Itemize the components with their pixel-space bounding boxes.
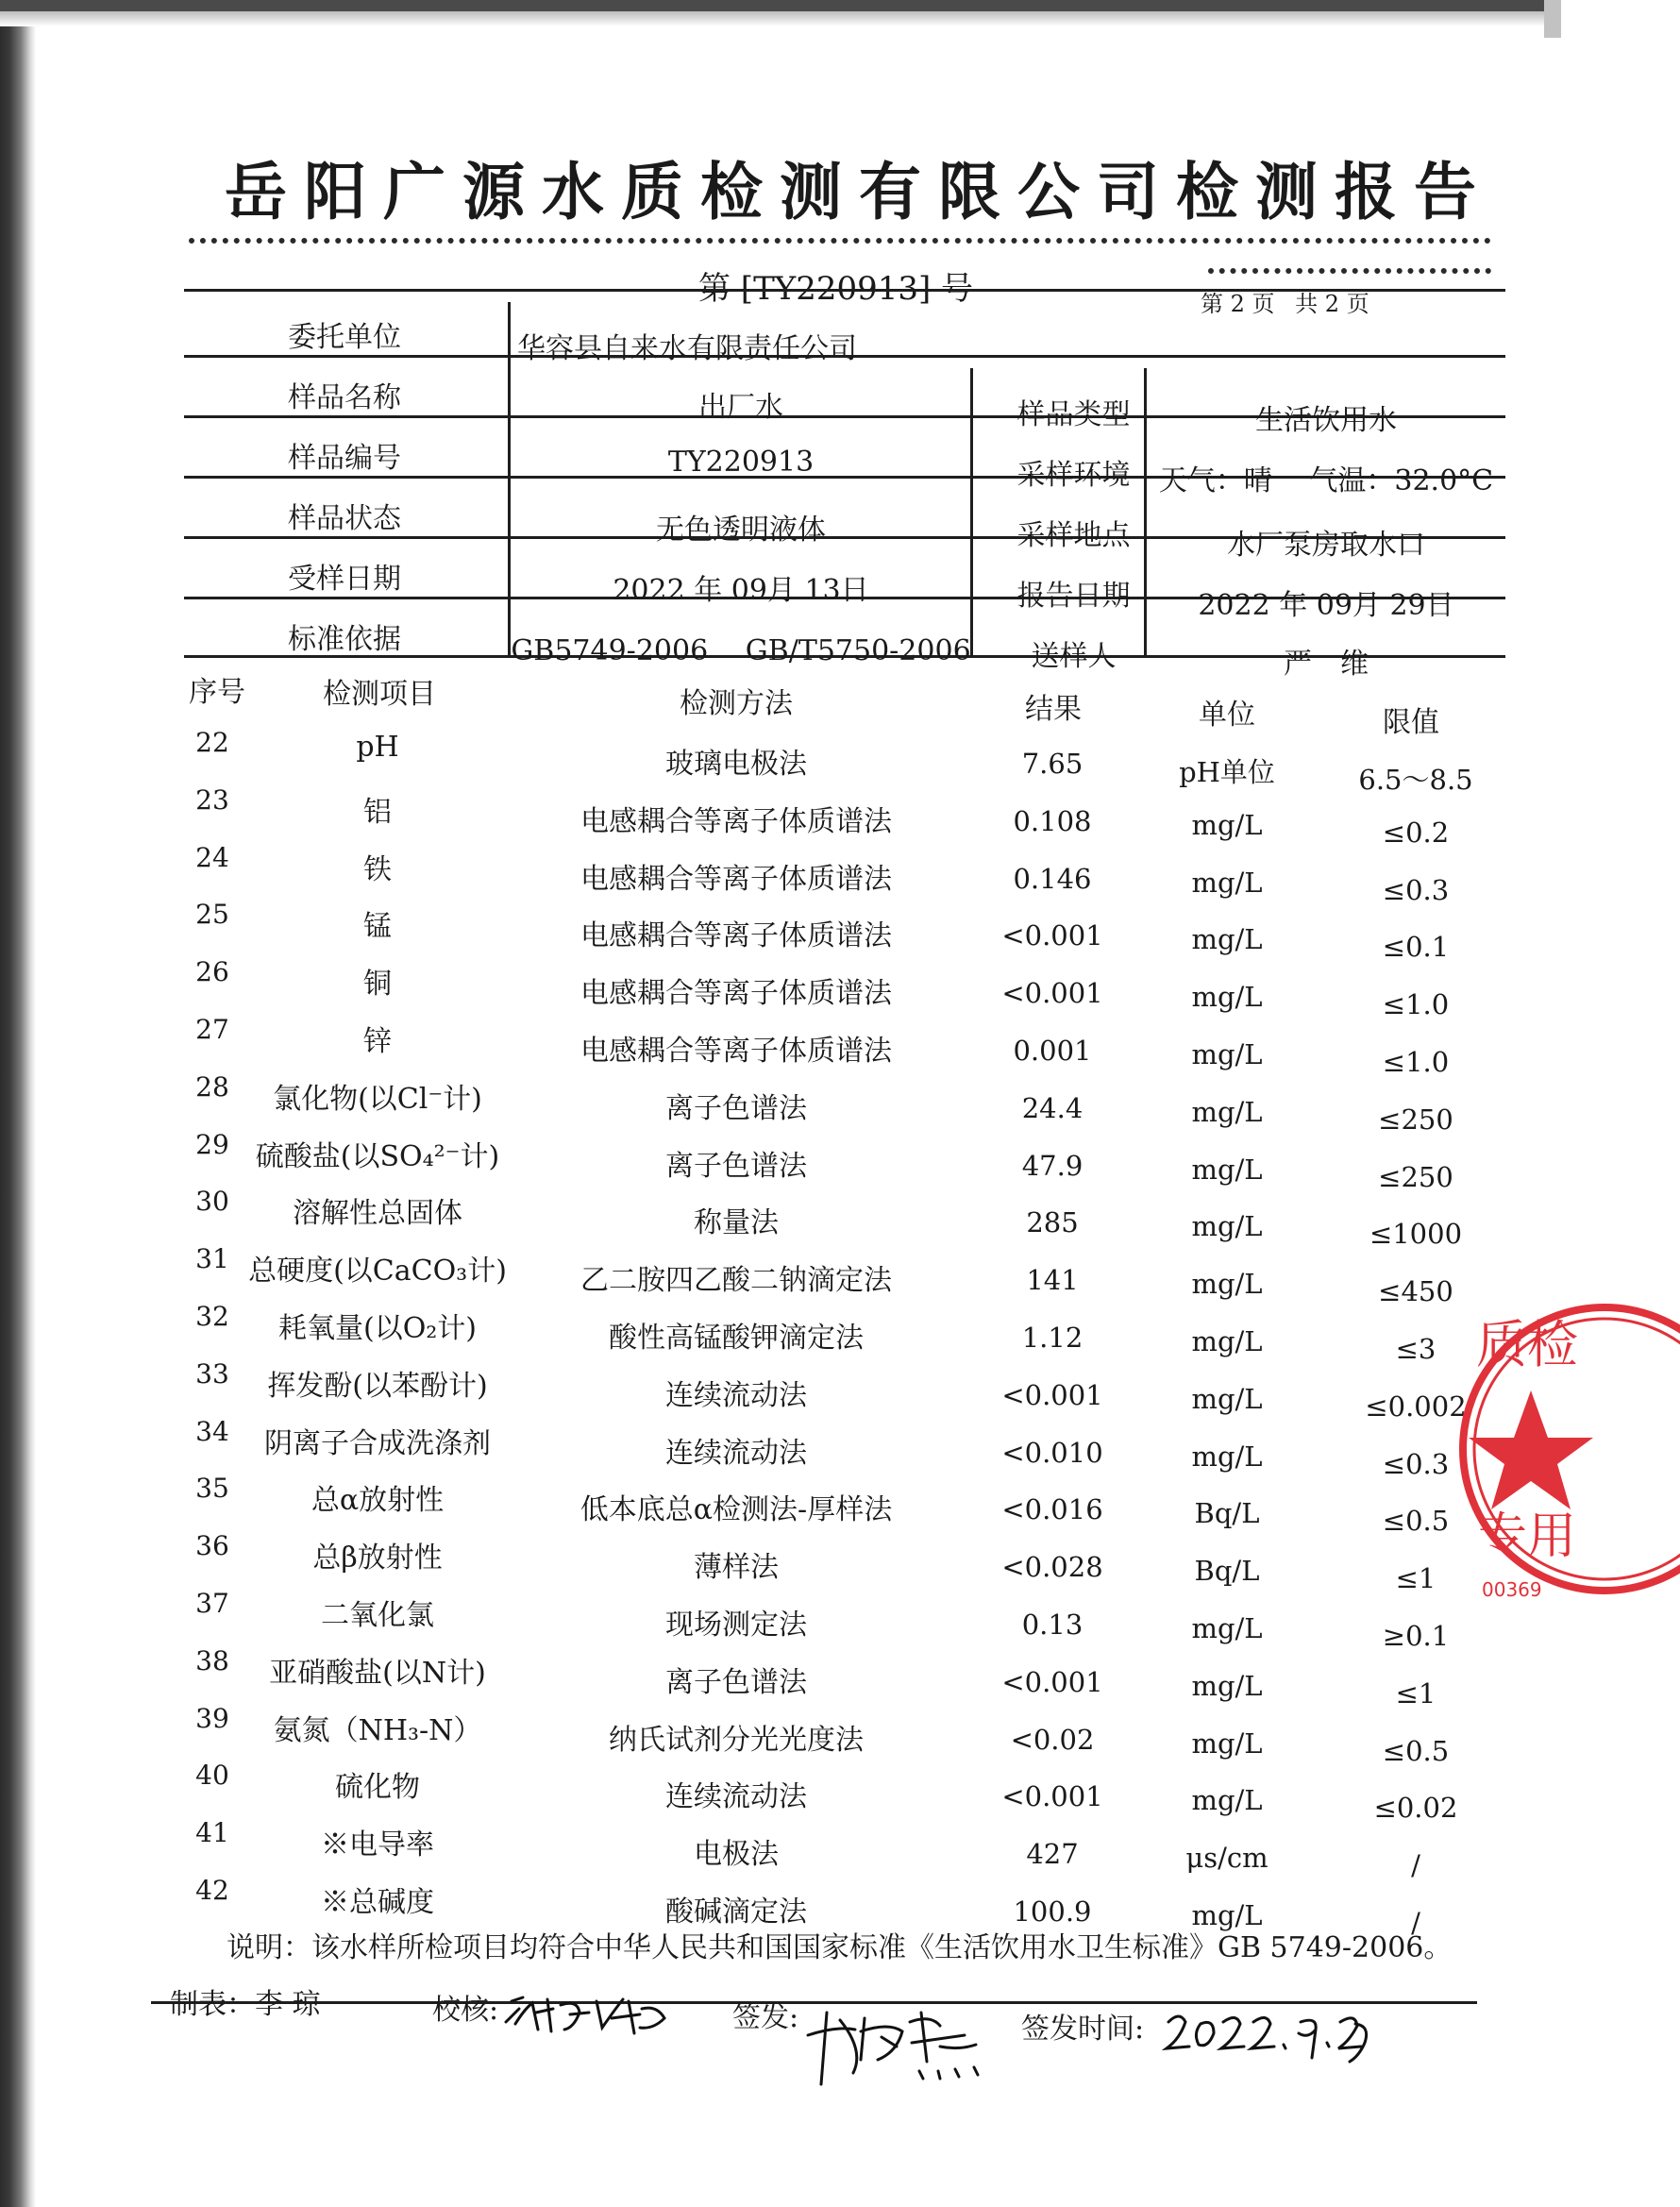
row-number: 42 (195, 1875, 229, 1906)
test-limit: ≤0.002 (1365, 1390, 1467, 1423)
test-result: 0.13 (1021, 1609, 1084, 1641)
test-method: 现场测定法 (665, 1609, 807, 1642)
page-current: 第 2 页 (1201, 291, 1275, 317)
test-item: 锰 (363, 910, 392, 944)
test-item: 溶解性总固体 (293, 1197, 462, 1231)
test-item: 挥发酚(以苯酚计) (267, 1369, 488, 1403)
stamp-text-top: 质检 (1476, 1315, 1578, 1374)
test-unit: mg/L (1191, 1669, 1263, 1702)
table-row (0, 1301, 1561, 1365)
test-unit: mg/L (1191, 808, 1263, 841)
test-result: <0.028 (1001, 1551, 1103, 1584)
test-item: 氯化物(以Cl⁻计) (273, 1082, 482, 1116)
test-unit: pH单位 (1179, 756, 1275, 788)
table-row (0, 1473, 1561, 1538)
issue-time-label: 签发时间: (1021, 2013, 1145, 2046)
test-limit: ≤0.2 (1382, 816, 1450, 849)
test-result: 0.108 (1013, 804, 1092, 837)
test-method: 纳氏试剂分光光度法 (609, 1723, 864, 1757)
test-result: 1.12 (1021, 1322, 1084, 1354)
test-limit: ≤1.0 (1382, 988, 1450, 1021)
sample-state-value: 无色透明液体 (656, 514, 826, 547)
client-value: 华容县自来水有限责任公司 (517, 332, 857, 365)
test-limit: ≥0.1 (1382, 1620, 1450, 1652)
row-number: 32 (195, 1301, 229, 1332)
test-limit: / (1411, 1907, 1420, 1939)
report-title: 岳阳广源水质检测有限公司检测报告 (225, 155, 1493, 228)
row-number: 37 (195, 1588, 229, 1619)
test-item: 二氧化氯 (321, 1599, 434, 1632)
test-item: 铁 (363, 852, 392, 886)
test-unit: mg/L (1191, 1382, 1263, 1415)
test-method: 电感耦合等离子体质谱法 (580, 1035, 892, 1068)
row-number: 27 (195, 1014, 229, 1045)
test-limit: ≤0.1 (1382, 931, 1450, 964)
test-result: 427 (1026, 1838, 1079, 1871)
test-unit: mg/L (1191, 1153, 1263, 1186)
header-result: 结果 (1025, 693, 1082, 726)
test-limit: 6.5～8.5 (1358, 764, 1473, 796)
test-method: 电感耦合等离子体质谱法 (580, 919, 892, 953)
test-unit: mg/L (1191, 1784, 1263, 1817)
receive-date-value: 2022 年 09月 13日 (613, 574, 869, 607)
test-result: <0.016 (1001, 1493, 1103, 1526)
test-result: <0.02 (1010, 1723, 1095, 1756)
test-method: 连续流动法 (665, 1780, 807, 1814)
test-unit: mg/L (1191, 1899, 1263, 1931)
row-number: 39 (195, 1702, 229, 1734)
row-number: 41 (195, 1817, 229, 1849)
test-unit: mg/L (1191, 1210, 1263, 1243)
test-item: 总α放射性 (311, 1484, 445, 1518)
test-unit: mg/L (1191, 1325, 1263, 1357)
table-row (0, 956, 1561, 1021)
row-number: 26 (195, 956, 229, 988)
test-limit: ≤250 (1378, 1103, 1453, 1136)
test-result: 7.65 (1021, 748, 1084, 780)
test-method: 称量法 (694, 1206, 779, 1240)
receive-date-label: 受样日期 (288, 563, 401, 596)
test-unit: Bq/L (1194, 1555, 1260, 1588)
conclusion-note: 说明：该水样所检项目均符合中华人民共和国国家标准《生活饮用水卫生标准》GB 5749-2006。 (227, 1931, 1453, 1964)
page-total: 共 2 页 (1295, 291, 1369, 317)
test-method: 电感耦合等离子体质谱法 (580, 977, 892, 1011)
row-number: 34 (195, 1415, 229, 1447)
test-item: 亚硝酸盐(以N计) (269, 1656, 486, 1690)
table-row (0, 899, 1561, 964)
report-date-label: 报告日期 (1016, 580, 1131, 613)
test-item: 锌 (363, 1025, 392, 1058)
scan-border-right (1544, 0, 1561, 38)
test-limit: ≤0.3 (1382, 1447, 1450, 1480)
test-result: <0.001 (1001, 1780, 1103, 1813)
test-unit: mg/L (1191, 1440, 1263, 1473)
test-method: 连续流动法 (665, 1378, 807, 1412)
table-row (0, 1702, 1561, 1767)
test-item: 氨氮（NH₃-N） (273, 1713, 482, 1747)
test-unit: Bq/L (1194, 1497, 1260, 1530)
row-number: 31 (195, 1243, 229, 1275)
test-result: 47.9 (1021, 1149, 1084, 1182)
sampling-env-label: 采样环境 (1016, 459, 1131, 492)
title-dotted-rule (189, 238, 1491, 244)
test-limit: ≤1 (1395, 1676, 1436, 1710)
sample-state-label: 样品状态 (288, 502, 401, 535)
row-number: 28 (195, 1070, 229, 1103)
test-limit: ≤0.02 (1373, 1792, 1458, 1825)
test-item: ※电导率 (321, 1828, 434, 1862)
test-result: 0.146 (1013, 862, 1092, 895)
test-method: 离子色谱法 (665, 1665, 807, 1699)
row-number: 30 (195, 1186, 229, 1218)
stamp-text-mid: 专用 (1478, 1508, 1577, 1565)
test-item: 铜 (363, 968, 392, 1002)
standard-value: GB5749-2006 GB/T5750-2006 (511, 634, 971, 667)
sample-type-label: 样品类型 (1016, 398, 1131, 431)
test-item: 阴离子合成洗涤剂 (264, 1426, 491, 1460)
table-row (0, 1415, 1561, 1480)
table-row (0, 1817, 1561, 1882)
prepared-by: 制表：李 琼 (170, 1988, 321, 2021)
row-number: 35 (195, 1473, 229, 1505)
sample-no-label: 样品编号 (288, 442, 401, 475)
stamp-serial: 00369 (1482, 1578, 1542, 1601)
test-result: <0.010 (1001, 1436, 1103, 1469)
test-result: <0.001 (1001, 919, 1103, 952)
standard-label: 标准依据 (288, 623, 401, 656)
review-label: 校核: (432, 1994, 499, 2027)
test-method: 玻璃电极法 (665, 748, 807, 781)
test-item: 硫酸盐(以SO₄²⁻计) (255, 1139, 500, 1173)
table-row (0, 727, 1561, 796)
test-result: 141 (1026, 1264, 1079, 1297)
test-limit: ≤250 (1378, 1160, 1453, 1193)
row-number: 24 (195, 841, 229, 873)
sampling-location-value: 水厂泵房取水口 (1227, 529, 1425, 562)
test-limit: ≤0.5 (1382, 1734, 1450, 1767)
issuer-signature (798, 1994, 1006, 2101)
test-method: 电极法 (694, 1838, 779, 1872)
test-limit: ≤1000 (1369, 1218, 1463, 1251)
row-number: 33 (195, 1357, 229, 1390)
table-row (0, 1186, 1561, 1251)
page-dotted-rule (1208, 268, 1491, 274)
sampling-location-label: 采样地点 (1016, 519, 1131, 552)
red-seal-stamp (1472, 1279, 1578, 1619)
table-row (0, 1014, 1561, 1078)
test-unit: mg/L (1191, 1612, 1263, 1644)
test-method: 低本底总α检测法-厚样法 (580, 1493, 893, 1527)
test-result: <0.001 (1001, 1665, 1103, 1698)
client-label: 委托单位 (288, 321, 401, 354)
test-result: 24.4 (1021, 1091, 1084, 1124)
test-method: 连续流动法 (665, 1436, 807, 1470)
test-unit: mg/L (1191, 866, 1263, 899)
issue-time-handwritten (1161, 2001, 1378, 2071)
table-row (0, 1070, 1561, 1136)
test-unit: mg/L (1191, 1038, 1263, 1070)
scan-shadow-top (0, 11, 1561, 26)
document-number: 第 [TY220913] 号 (698, 270, 974, 308)
test-limit: ≤0.3 (1382, 873, 1450, 906)
table-row (0, 1760, 1561, 1825)
sample-no-value: TY220913 (667, 446, 815, 479)
table-row (0, 1357, 1561, 1423)
test-limit: ≤1.0 (1382, 1046, 1450, 1078)
test-item: 总β放射性 (312, 1542, 443, 1575)
test-limit: / (1411, 1849, 1420, 1882)
test-result: <0.001 (1001, 977, 1103, 1010)
test-item: 硫化物 (335, 1771, 420, 1805)
table-row (0, 1128, 1561, 1193)
test-item: 铝 (363, 795, 392, 829)
test-item: 总硬度(以CaCO₃计) (248, 1255, 507, 1289)
table-row (0, 841, 1561, 906)
test-limit: ≤1 (1395, 1562, 1436, 1595)
test-method: 电感耦合等离子体质谱法 (580, 862, 892, 896)
header-item: 检测项目 (323, 678, 436, 711)
test-unit: mg/L (1191, 981, 1263, 1014)
row-number: 38 (195, 1644, 229, 1676)
test-method: 薄样法 (694, 1551, 779, 1585)
test-method: 电感耦合等离子体质谱法 (580, 804, 892, 838)
table-row (0, 1875, 1561, 1939)
test-limit: ≤450 (1378, 1275, 1453, 1308)
report-date-value: 2022 年 09月 29日 (1198, 589, 1454, 622)
row-number: 23 (195, 783, 229, 816)
test-method: 离子色谱法 (665, 1149, 807, 1183)
sampling-env-value: 天气：晴 气温：32.0°C (1158, 464, 1494, 497)
rule-top (184, 289, 1505, 292)
test-result: 0.001 (1013, 1035, 1092, 1067)
table-row (0, 1644, 1561, 1710)
row-number: 25 (195, 899, 229, 931)
sample-type-value: 生活饮用水 (1255, 404, 1397, 437)
test-item: 耗氧量(以O₂计) (277, 1312, 478, 1345)
table-row (0, 783, 1561, 849)
scan-border-top (0, 0, 1561, 11)
header-method: 检测方法 (680, 687, 793, 720)
test-item: ※总碱度 (321, 1886, 434, 1919)
test-result: 100.9 (1013, 1895, 1092, 1928)
test-method: 乙二胺四乙酸二钠滴定法 (580, 1264, 892, 1298)
test-unit: mg/L (1191, 1095, 1263, 1128)
table-row (0, 1588, 1561, 1652)
row-number: 40 (195, 1760, 229, 1792)
test-unit: mg/L (1191, 923, 1263, 956)
header-no: 序号 (189, 676, 245, 709)
sample-name-value: 出厂水 (698, 391, 783, 424)
table-row (0, 1243, 1561, 1308)
test-item: pH (356, 731, 399, 764)
row-number: 22 (195, 727, 229, 758)
test-method: 酸性高锰酸钾滴定法 (609, 1322, 864, 1355)
sender-value: 严 维 (1284, 648, 1369, 681)
test-limit: ≤3 (1395, 1333, 1436, 1365)
test-result: 285 (1026, 1206, 1079, 1239)
sender-label: 送样人 (1031, 640, 1117, 673)
test-limit: ≤0.5 (1382, 1505, 1450, 1538)
test-method: 离子色谱法 (665, 1091, 807, 1125)
row-number: 36 (195, 1530, 229, 1562)
test-unit: mg/L (1191, 1727, 1263, 1760)
row-number: 29 (195, 1128, 229, 1160)
test-method: 酸碱滴定法 (665, 1895, 807, 1929)
test-unit: mg/L (1191, 1268, 1263, 1301)
test-result: <0.001 (1001, 1378, 1103, 1411)
header-limit: 限值 (1383, 706, 1439, 739)
reviewer-signature (498, 1980, 678, 2050)
header-unit: 单位 (1199, 699, 1255, 732)
issue-label: 签发: (732, 2001, 799, 2034)
test-unit: μs/cm (1185, 1842, 1268, 1875)
sample-name-label: 样品名称 (288, 381, 401, 414)
